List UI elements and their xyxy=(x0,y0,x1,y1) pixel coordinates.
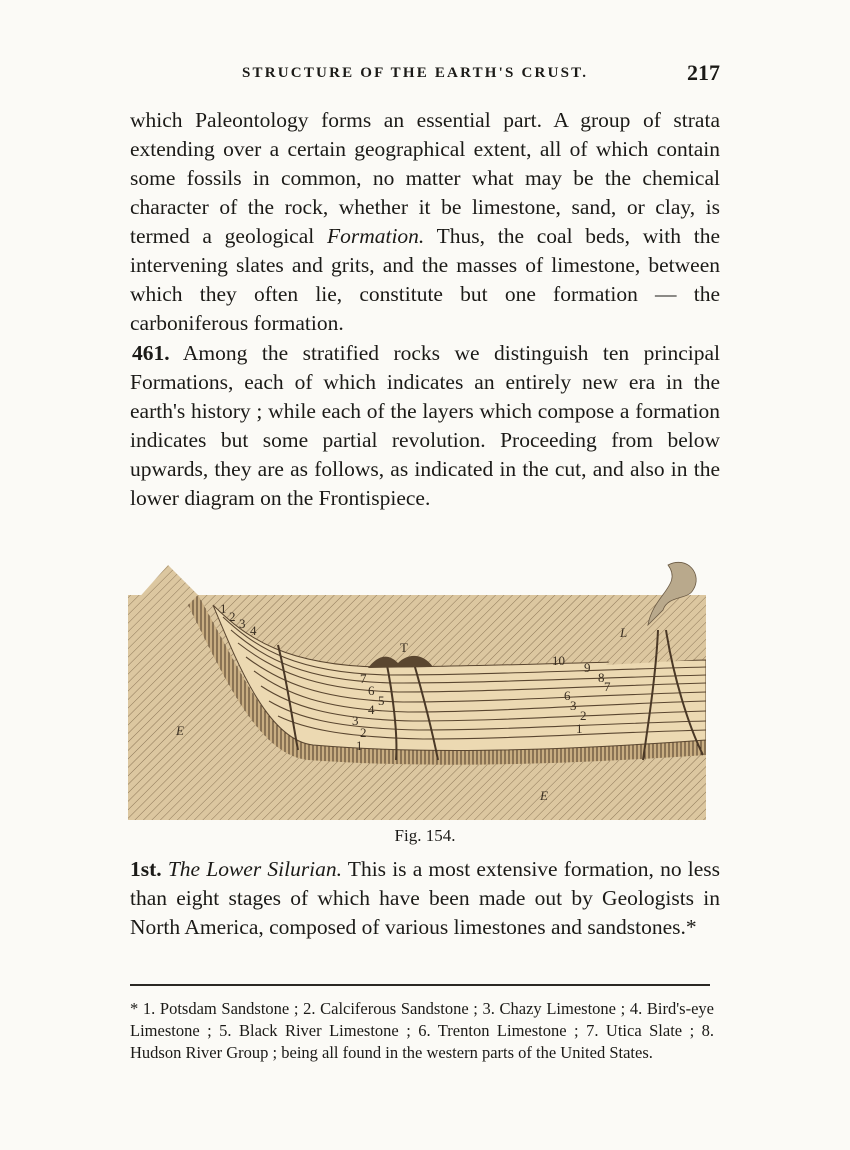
stratum-label: 10 xyxy=(552,653,565,668)
stratum-label: 1 xyxy=(220,601,227,616)
stratum-label: 9 xyxy=(584,660,591,675)
granite-label-left: E xyxy=(176,723,184,738)
stratum-label: 2 xyxy=(229,609,236,624)
stratum-label: 6 xyxy=(564,688,571,703)
stratum-label: 3 xyxy=(239,616,246,631)
emphasis-term: Formation. xyxy=(326,224,425,248)
granite-label-bottom: E xyxy=(540,788,548,803)
paragraph-text: which Paleontology forms an essential part. A group of strata extending over a certain geographical extent, all of which contain some fossils in common, no matter what may be the chemical character of the rock, whether it be limestone, sand, or clay, is termed a geological xyxy=(130,108,720,248)
paragraph-text: Among the stratified rocks we distinguish ten principal Formations, each of which indicates an entirely new era in the earth's history ; while each of the layers which compose a formation indicates but some partial revolution. Proceeding from below upwards, they are as follows, as indicated in the cut, and also in the lower diagram on the Frontispiece. xyxy=(130,341,720,510)
running-title: STRUCTURE OF THE EARTH'S CRUST. xyxy=(242,65,589,81)
volcano-label: L xyxy=(620,625,628,640)
section-number: 1st. xyxy=(130,857,162,881)
figure-caption: Fig. 154. xyxy=(394,826,456,845)
stratum-label: 4 xyxy=(250,623,257,638)
stratum-label: 1 xyxy=(356,738,363,753)
page-header xyxy=(130,62,722,88)
stratum-label: 5 xyxy=(378,693,385,708)
geological-cross-section-figure xyxy=(128,555,706,825)
footnote-divider xyxy=(130,984,710,986)
stratum-label: 7 xyxy=(604,679,611,694)
emphasis-term: The Lower Silurian. xyxy=(167,857,343,881)
page-number: 217 xyxy=(687,60,720,85)
stratum-label: 3 xyxy=(570,698,577,713)
paragraph-461 xyxy=(130,339,720,513)
stratum-label: 7 xyxy=(360,671,367,686)
stratum-label: 4 xyxy=(368,702,375,717)
stratum-label: 2 xyxy=(360,725,367,740)
paragraph-formation-definition xyxy=(130,106,720,338)
stratum-label: 8 xyxy=(598,670,605,685)
stratum-label: 6 xyxy=(368,683,375,698)
stratum-label: 2 xyxy=(580,708,587,723)
stratum-label: 1 xyxy=(576,721,583,736)
paragraph-text: Thus, the coal beds, with the intervening slates and grits, and the masses of limestone, between which they often lie, constitute but one formation — the carboniferous formation. xyxy=(130,224,720,335)
paragraph-lower-silurian xyxy=(130,855,720,942)
paragraph-text: This is a most extensive formation, no less than eight stages of which have been made out by Geologists in North America, composed of various limestones and sandstones.* xyxy=(130,857,720,939)
footnote: * 1. Potsdam Sandstone ; 2. Calciferous Sandstone ; 3. Chazy Limestone ; 4. Bird's-eye Limestone ; 5. Black River Limestone ; 6. Trenton Limestone ; 7. Utica Slate ; 8. Hudson River Group ; being all found in the western parts of the United States. xyxy=(130,999,714,1062)
trap-label: T xyxy=(400,640,408,655)
section-number: 461. xyxy=(132,341,170,365)
stratum-label: 3 xyxy=(352,713,359,728)
